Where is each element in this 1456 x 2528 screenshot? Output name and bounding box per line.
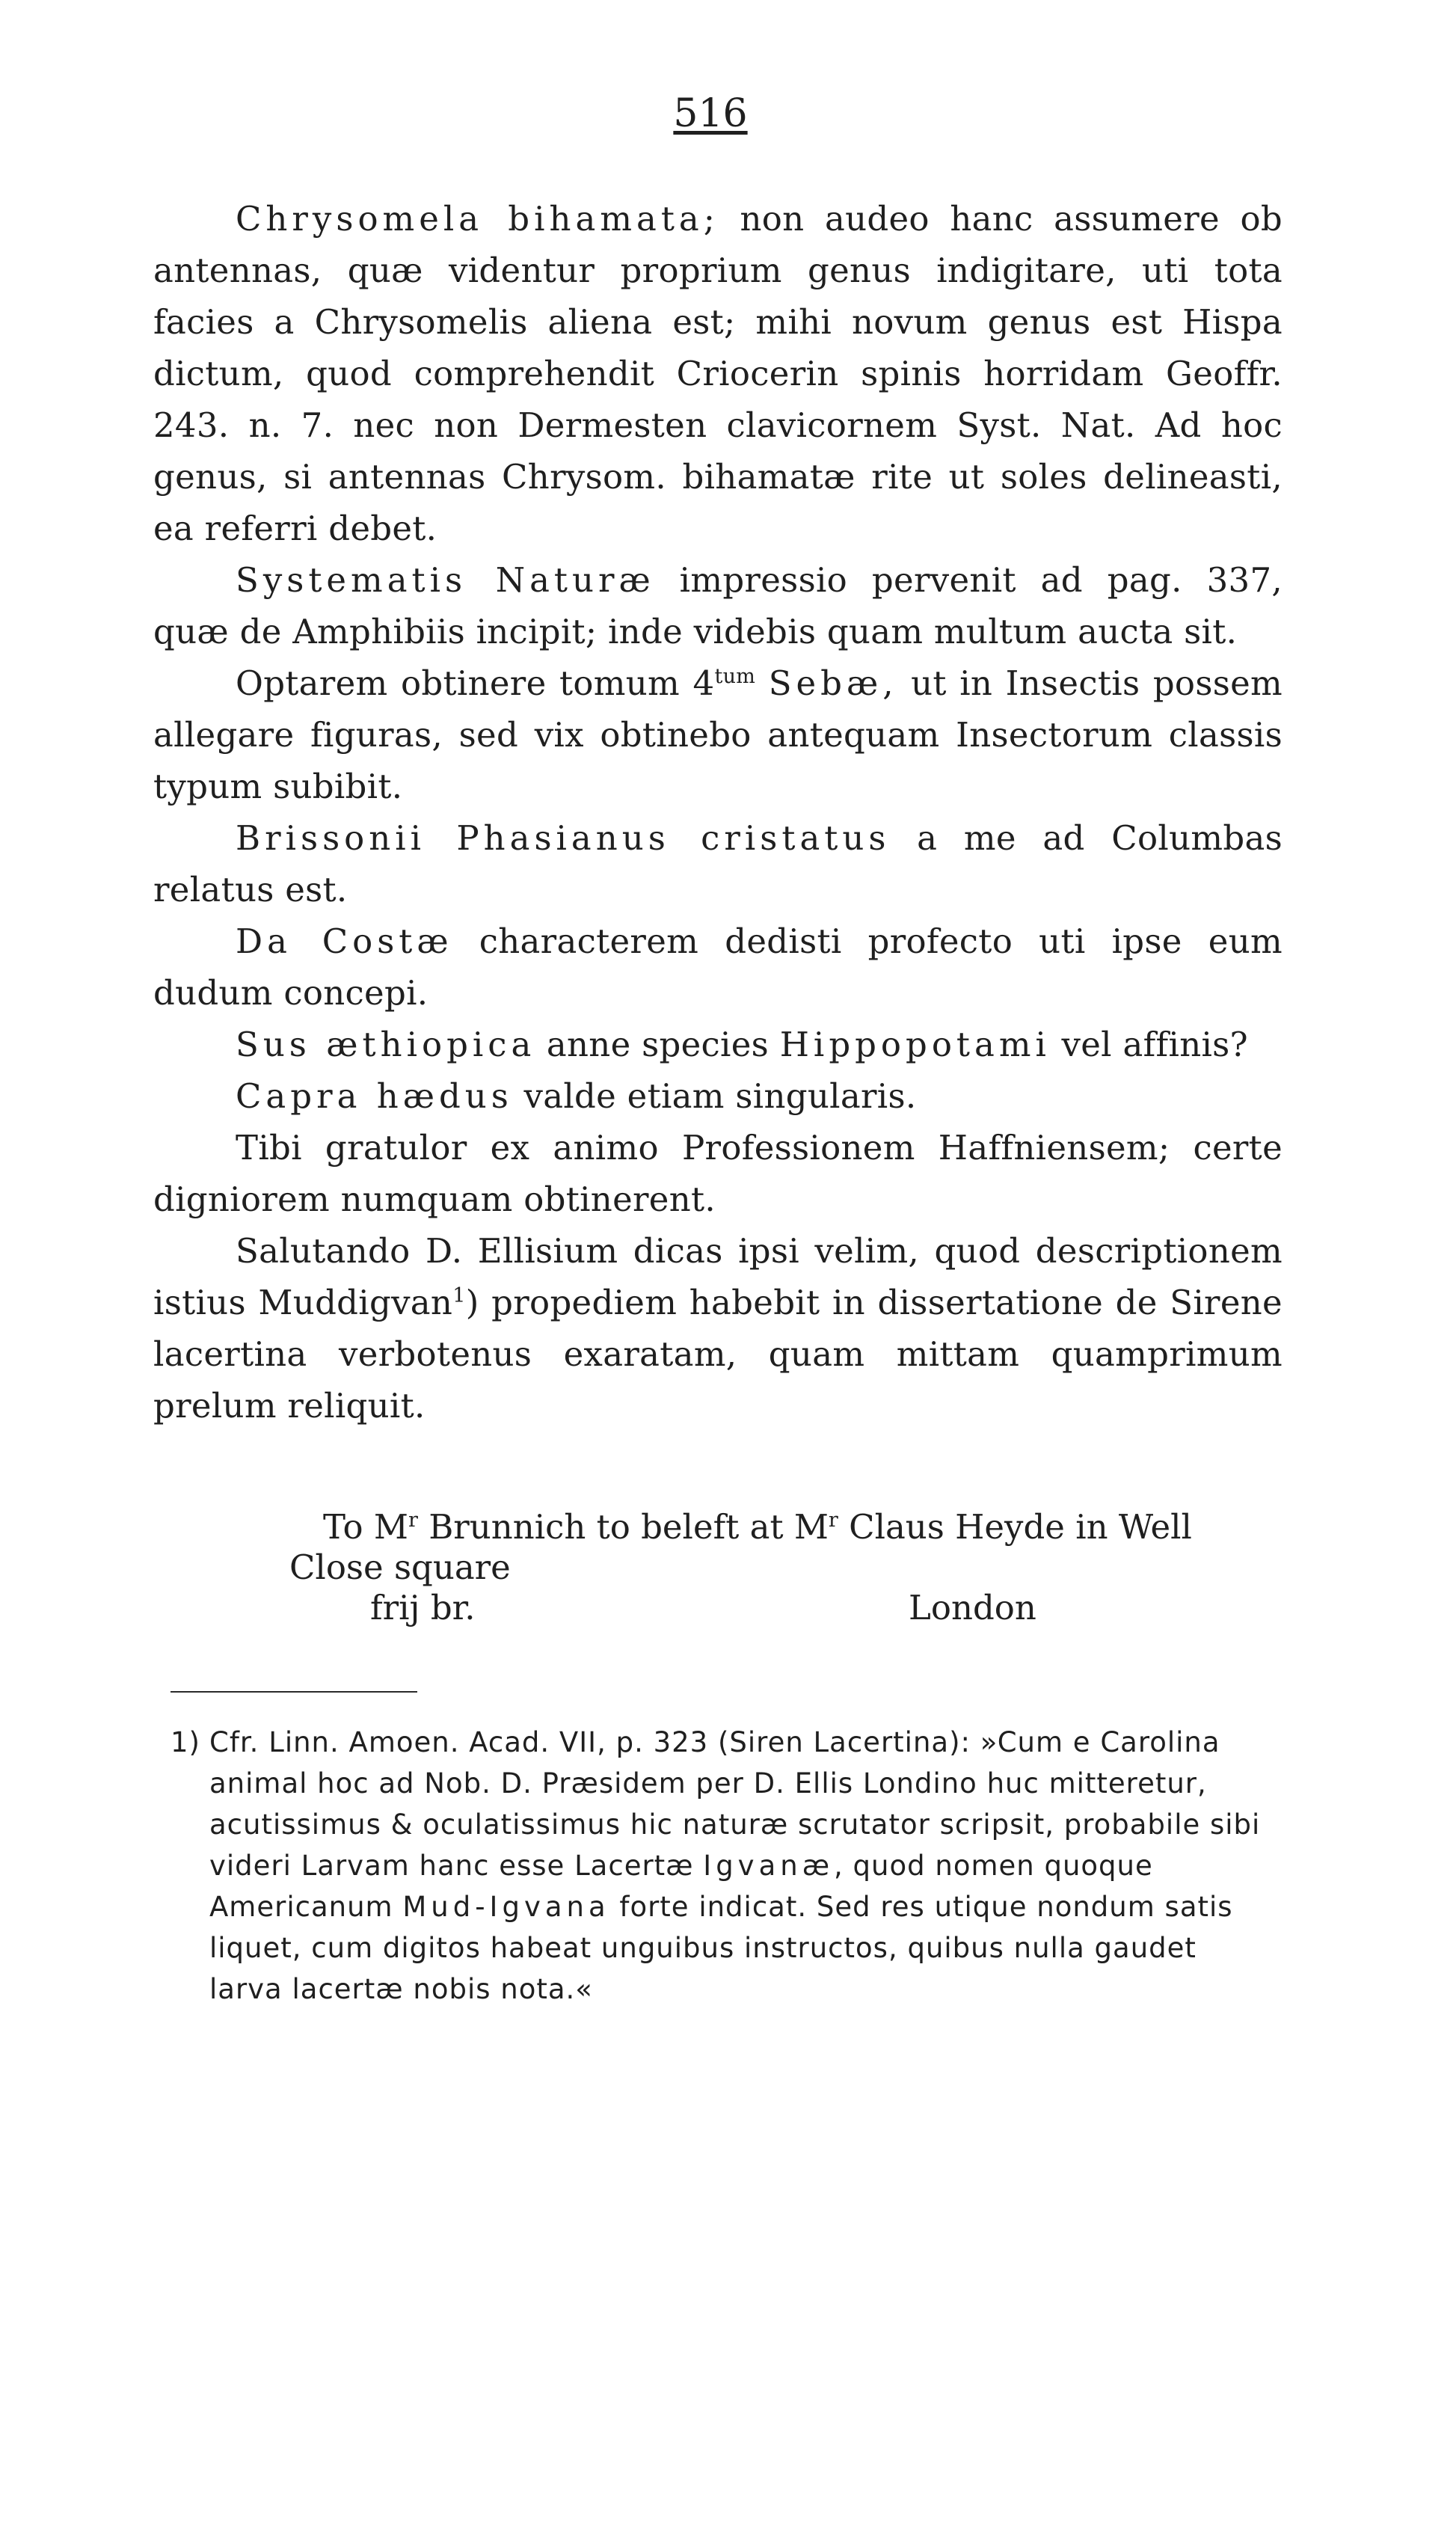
work-title: Systematis Naturæ [236,560,655,600]
superscript: tum [714,665,756,688]
paragraph-gratulor [153,1122,1283,1225]
address-line-1 [323,1507,1295,1547]
paragraph-text: valde etiam singularis. [512,1076,917,1116]
paragraph-text: non audeo hanc assumere ob antennas, quæ videntur proprium genus indigitare, uti tota facies a Chrysomelis aliena est; mihi novum genus est Hispa dictum, quod comprehendit Criocerin spinis horridam Geoffr. 243. n. 7. nec non Dermesten clavicornem Syst. Nat. Ad hoc genus, si antennas Chrysom. bihamatæ rite ut soles delineasti, ea referri debet. [153,199,1283,548]
author-name: Costæ [322,921,453,961]
paragraph-text: Sus [236,1025,327,1064]
paragraph-text: ut in Insectis possem allegare figuras, sed vix obtinebo antequam Insectorum classis typum subibit. [153,663,1283,806]
footnote-mark: 1) [171,1726,200,1758]
paragraph-text: Da [236,921,322,961]
paragraph-systema [153,554,1283,657]
paragraph-text: Optarem obtinere tomum 4 [236,663,715,703]
address-text: Claus Heyde in Well [838,1507,1192,1547]
paragraph-text: a me ad Columbas relatus est. [153,818,1283,909]
superscript: r [828,1509,838,1532]
paragraph-brisson [153,812,1283,915]
letter-address [289,1507,1295,1628]
species-name: Capra hædus [236,1076,513,1116]
address-city: London [909,1588,1036,1627]
paragraph-costa [153,915,1283,1019]
paragraph-text: vel affinis? [1050,1025,1248,1064]
paragraph-text: anne species [535,1025,780,1064]
footnote-spaced-term: Igvanæ [703,1850,835,1882]
footnote-text: , quod nomen quoque Americanum [209,1850,1153,1923]
address-line-3 [370,1588,1295,1628]
paragraph-chrysomela [153,193,1283,554]
address-text: To M [323,1507,408,1547]
address-text: Brunnich to beleft at M [417,1507,829,1547]
address-line-2: Close square [289,1547,511,1587]
footnote-text: forte indicat. Sed res utique nondum satis liquet, cum digitos habeat unguibus instructos, quibus nulla gaudet larva lacertæ nobis nota.« [209,1891,1233,2005]
footnote-spaced-term: Mud-Igvana [402,1891,610,1923]
species-name: Chrysomela bihamata; [236,199,719,239]
paragraph-sus [153,1019,1283,1070]
species-name: æthiopica [326,1025,536,1064]
page-number: 516 [673,91,748,136]
paragraph-text: ) propediem habebit in dissertatione de Sirene lacertina verbotenus exaratam, quam mittam quamprimum prelum reliquit. [153,1283,1283,1426]
letter-body [153,193,1283,1432]
paragraph-capra [153,1070,1283,1122]
footnote [171,1722,1279,2010]
footnote-divider [171,1691,417,1693]
author-name: Sebæ, [768,663,898,703]
footnote-text: Cfr. Linn. Amoen. Acad. VII, p. 323 (Siren Lacertina): »Cum e Carolina animal hoc ad Nob. D. Præsidem per D. Ellis Londino huc mitteretur, acutissimus & oculatissimus hic naturæ scrutator scripsit, probabile sibi videri Larvam hanc esse Lacertæ [209,1726,1261,1882]
paragraph-text: impressio pervenit ad pag. 337, quæ de Amphibiis incipit; inde videbis quam multum aucta sit. [153,560,1283,651]
superscript: r [408,1509,418,1532]
paragraph-text: Salutando D. Ellisium dicas ipsi velim, quod descriptionem istius Muddigvan [153,1231,1283,1322]
paragraph-ellis [153,1225,1283,1432]
paragraph-seba [153,657,1283,812]
paragraph-text: characterem dedisti profecto uti ipse eum dudum concepi. [153,921,1283,1013]
footnote-reference: 1 [452,1284,466,1307]
genus-name: Hippopotami [779,1025,1051,1064]
species-name: Brissonii Phasianus cristatus [236,818,891,858]
address-postage: frij br. [370,1588,476,1627]
paragraph-text: Tibi gratulor ex animo Professionem Haffniensem; certe digniorem numquam obtinerent. [153,1128,1283,1219]
